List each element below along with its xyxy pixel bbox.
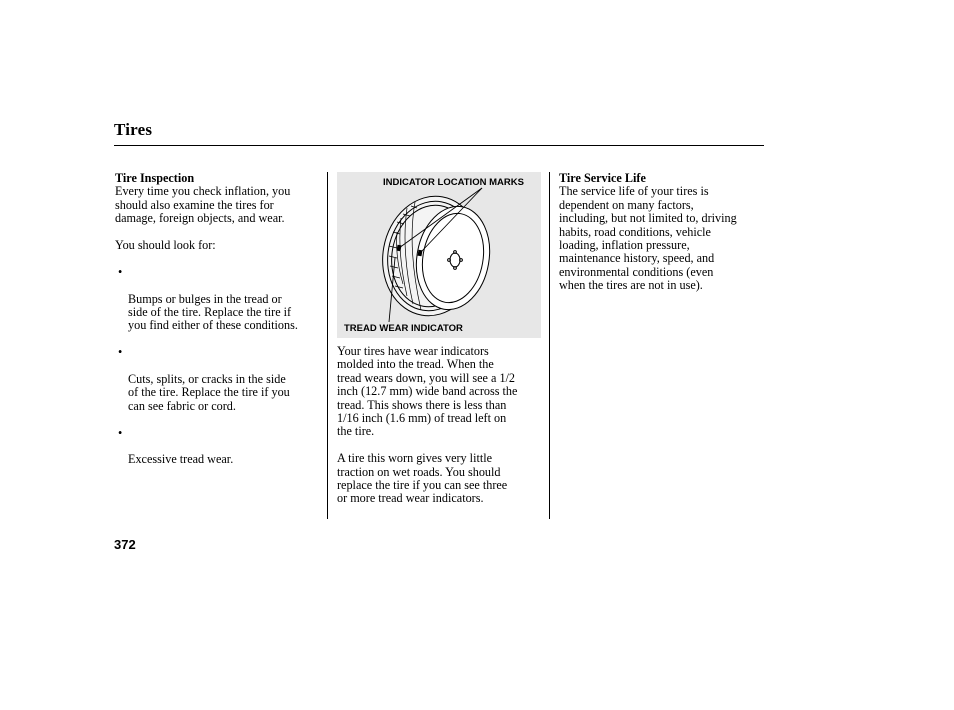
paragraph-inspection-intro: Every time you check inflation, you should also examine the tires for damage, foreign objects, and wear. xyxy=(115,184,291,226)
paragraph-wear-indicators: Your tires have wear indicators molded into the tread. When the tread wears down, you will see a 1/2 inch (12.7 mm) wide band across the tread. This shows there is less than 1/16 inch (1.6 mm) of tread left on the tire. xyxy=(337,344,518,439)
bullet-dot: • xyxy=(118,264,123,279)
tire-illustration xyxy=(337,172,541,338)
paragraph-look-for: You should look for: xyxy=(115,238,216,253)
bullet-text: Bumps or bulges in the tread or side of the tire. Replace the tire if you find either of these conditions. xyxy=(128,291,298,333)
page-number: 372 xyxy=(114,537,136,552)
bullet-item-tread-wear xyxy=(115,427,323,467)
bullet-text: Excessive tread wear. xyxy=(128,452,234,467)
title-rule xyxy=(114,145,764,146)
column-wear-indicators xyxy=(337,345,545,506)
column-divider xyxy=(549,172,550,519)
heading-tire-inspection: Tire Inspection xyxy=(115,171,195,185)
bullet-dot: • xyxy=(118,425,123,440)
column-tire-service-life xyxy=(559,172,764,293)
bullet-item-bumps xyxy=(115,266,323,333)
bullet-dot: • xyxy=(118,345,123,360)
page-title: Tires xyxy=(114,120,153,139)
bullet-text: Cuts, splits, or cracks in the side of the tire. Replace the tire if you can see fabric or cord. xyxy=(128,372,290,413)
label-indicator-location-marks: INDICATOR LOCATION MARKS xyxy=(383,177,524,188)
heading-tire-service-life: Tire Service Life xyxy=(559,171,646,185)
tire-wear-indicator-figure xyxy=(337,172,541,338)
column-tire-inspection xyxy=(115,172,323,467)
column-divider xyxy=(327,172,328,519)
label-tread-wear-indicator: TREAD WEAR INDICATOR xyxy=(344,323,463,334)
paragraph-worn-tire: A tire this worn gives very little traction on wet roads. You should replace the tire if you can see three or more tread wear indicators. xyxy=(337,451,508,506)
bullet-item-cuts xyxy=(115,346,323,413)
paragraph-service-life: The service life of your tires is dependent on many factors, including, but not limited to, driving habits, road conditions, vehicle loading, inflation pressure, maintenance history, speed, and environmental conditions (even when the tires are not in use). xyxy=(559,184,737,293)
